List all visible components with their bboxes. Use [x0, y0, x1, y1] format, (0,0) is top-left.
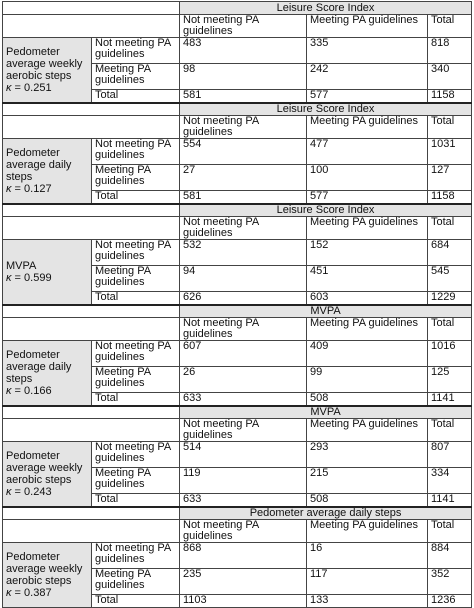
block-header-row [3, 103, 472, 116]
cell-value: 581 [180, 191, 307, 204]
measure-label-line: aerobic steps [6, 473, 72, 486]
corner-cell [3, 116, 180, 139]
cell-value: 27 [180, 165, 307, 191]
row-label-total: Total [92, 292, 180, 305]
corner-cell [3, 507, 180, 520]
cell-value: 577 [307, 90, 428, 103]
col-header-not-meeting: Not meeting PA guidelines [180, 217, 307, 240]
col-header-meeting: Meeting PA guidelines [307, 520, 428, 543]
block-header-row [3, 507, 472, 520]
col-header-not-meeting: Not meeting PA guidelines [180, 116, 307, 139]
comparison-measure-header: MVPA [180, 305, 472, 318]
row-label-meeting: Meeting PA guidelines [92, 266, 180, 292]
cell-value: 483 [180, 38, 307, 64]
cell-value: 1236 [428, 595, 472, 608]
cell-value: 545 [428, 266, 472, 292]
measure-label-line: steps [6, 372, 33, 385]
cell-value: 127 [428, 165, 472, 191]
cell-value: 125 [428, 367, 472, 393]
cell-value: 603 [307, 292, 428, 305]
corner-cell [3, 204, 180, 217]
measure-label-line: Pedometer [6, 45, 60, 58]
measure-label [3, 240, 92, 305]
cell-value: 807 [428, 442, 472, 468]
measure-label-line: average weekly [6, 57, 83, 70]
row-label-meeting: Meeting PA guidelines [92, 468, 180, 494]
cell-value: 1229 [428, 292, 472, 305]
row-label-total: Total [92, 595, 180, 608]
kappa-number: = 0.387 [11, 587, 52, 599]
col-header-total: Total [428, 15, 472, 38]
measure-label-line: aerobic steps [6, 575, 72, 587]
col-header-total: Total [428, 116, 472, 139]
cell-value: 133 [307, 595, 428, 608]
cell-value: 117 [307, 569, 428, 595]
table-row [3, 240, 472, 266]
measure-label-line: average weekly [6, 461, 83, 474]
cell-value: 633 [180, 393, 307, 406]
col-header-not-meeting: Not meeting PA guidelines [180, 520, 307, 543]
column-header-row [3, 15, 472, 38]
cell-value: 508 [307, 393, 428, 406]
col-header-meeting: Meeting PA guidelines [307, 419, 428, 442]
table-row [3, 139, 472, 165]
cell-value: 1016 [428, 341, 472, 367]
block-header-row [3, 305, 472, 318]
corner-cell [3, 406, 180, 419]
row-label-total: Total [92, 191, 180, 204]
kappa-symbol: κ [6, 384, 12, 397]
agreement-table [2, 1, 472, 608]
corner-cell [3, 520, 180, 543]
cell-value: 684 [428, 240, 472, 266]
measure-label [3, 543, 92, 608]
column-header-row [3, 318, 472, 341]
cell-value: 215 [307, 468, 428, 494]
cell-value: 98 [180, 64, 307, 90]
corner-cell [3, 419, 180, 442]
cell-value: 119 [180, 468, 307, 494]
block-header-row [3, 406, 472, 419]
cell-value: 242 [307, 64, 428, 90]
kappa-number: = 0.127 [11, 182, 52, 195]
cell-value: 409 [307, 341, 428, 367]
row-label-total: Total [92, 393, 180, 406]
cell-value: 16 [307, 543, 428, 569]
row-label-not-meeting: Not meeting PA guidelines [92, 139, 180, 165]
kappa-value [6, 272, 88, 284]
col-header-not-meeting: Not meeting PA guidelines [180, 419, 307, 442]
col-header-meeting: Meeting PA guidelines [307, 318, 428, 341]
cell-value: 152 [307, 240, 428, 266]
col-header-not-meeting: Not meeting PA guidelines [180, 318, 307, 341]
corner-cell [3, 2, 180, 15]
measure-label [3, 341, 92, 406]
col-header-total: Total [428, 217, 472, 240]
col-header-meeting: Meeting PA guidelines [307, 15, 428, 38]
table-row [3, 543, 472, 569]
cell-value: 451 [307, 266, 428, 292]
table-row [3, 341, 472, 367]
kappa-symbol: κ [6, 81, 12, 94]
block-header-row [3, 2, 472, 15]
cell-value: 100 [307, 165, 428, 191]
row-label-total: Total [92, 90, 180, 103]
measure-label [3, 38, 92, 103]
col-header-total: Total [428, 318, 472, 341]
cell-value: 554 [180, 139, 307, 165]
cell-value: 868 [180, 543, 307, 569]
row-label-not-meeting: Not meeting PA guidelines [92, 341, 180, 367]
cell-value: 532 [180, 240, 307, 266]
cell-value: 99 [307, 367, 428, 393]
row-label-not-meeting: Not meeting PA guidelines [92, 442, 180, 468]
measure-label [3, 139, 92, 204]
measure-label-line: Pedometer [6, 551, 60, 563]
col-header-not-meeting: Not meeting PA guidelines [180, 15, 307, 38]
col-header-total: Total [428, 520, 472, 543]
cell-value: 508 [307, 494, 428, 507]
comparison-measure-header: Leisure Score Index [180, 103, 472, 116]
kappa-value [6, 385, 88, 397]
cell-value: 1141 [428, 393, 472, 406]
measure-label-line: Pedometer [6, 449, 60, 462]
cell-value: 340 [428, 64, 472, 90]
column-header-row [3, 419, 472, 442]
column-header-row [3, 520, 472, 543]
comparison-measure-header: Leisure Score Index [180, 204, 472, 217]
kappa-symbol: κ [6, 587, 12, 599]
kappa-symbol: κ [6, 182, 12, 195]
kappa-symbol: κ [6, 485, 12, 498]
corner-cell [3, 318, 180, 341]
row-label-not-meeting: Not meeting PA guidelines [92, 38, 180, 64]
measure-label-line: average daily [6, 360, 72, 373]
measure-label-line: Pedometer [6, 146, 60, 159]
measure-label-line: average weekly [6, 563, 83, 575]
cell-value: 1158 [428, 191, 472, 204]
cell-value: 514 [180, 442, 307, 468]
column-header-row [3, 217, 472, 240]
kappa-number: = 0.599 [11, 271, 52, 284]
row-label-meeting: Meeting PA guidelines [92, 367, 180, 393]
col-header-meeting: Meeting PA guidelines [307, 217, 428, 240]
comparison-measure-header: MVPA [180, 406, 472, 419]
cell-value: 818 [428, 38, 472, 64]
kappa-value [6, 82, 88, 94]
kappa-symbol: κ [6, 271, 12, 284]
cell-value: 352 [428, 569, 472, 595]
measure-label-line: MVPA [6, 259, 37, 272]
corner-cell [3, 305, 180, 318]
corner-cell [3, 217, 180, 240]
kappa-value [6, 587, 88, 599]
cell-value: 335 [307, 38, 428, 64]
kappa-value [6, 183, 88, 195]
measure-label-line: aerobic steps [6, 69, 72, 82]
row-label-total: Total [92, 494, 180, 507]
comparison-measure-header: Leisure Score Index [180, 2, 472, 15]
cell-value: 1158 [428, 90, 472, 103]
column-header-row [3, 116, 472, 139]
cell-value: 1031 [428, 139, 472, 165]
kappa-number: = 0.166 [11, 384, 52, 397]
corner-cell [3, 103, 180, 116]
cell-value: 26 [180, 367, 307, 393]
cell-value: 581 [180, 90, 307, 103]
table-row [3, 442, 472, 468]
kappa-number: = 0.251 [11, 81, 52, 94]
cell-value: 633 [180, 494, 307, 507]
cell-value: 577 [307, 191, 428, 204]
block-header-row [3, 204, 472, 217]
measure-label-line: steps [6, 170, 33, 183]
cell-value: 94 [180, 266, 307, 292]
comparison-measure-header: Pedometer average daily steps [180, 507, 472, 520]
cell-value: 477 [307, 139, 428, 165]
cell-value: 884 [428, 543, 472, 569]
kappa-number: = 0.243 [11, 485, 52, 498]
row-label-meeting: Meeting PA guidelines [92, 64, 180, 90]
corner-cell [3, 15, 180, 38]
cell-value: 293 [307, 442, 428, 468]
cell-value: 334 [428, 468, 472, 494]
row-label-not-meeting: Not meeting PA guidelines [92, 240, 180, 266]
cell-value: 626 [180, 292, 307, 305]
measure-label-line: Pedometer [6, 348, 60, 361]
row-label-meeting: Meeting PA guidelines [92, 569, 180, 595]
row-label-not-meeting: Not meeting PA guidelines [92, 543, 180, 569]
row-label-meeting: Meeting PA guidelines [92, 165, 180, 191]
measure-label [3, 442, 92, 507]
table-row [3, 38, 472, 64]
col-header-total: Total [428, 419, 472, 442]
col-header-meeting: Meeting PA guidelines [307, 116, 428, 139]
kappa-value [6, 486, 88, 498]
cell-value: 607 [180, 341, 307, 367]
cell-value: 1141 [428, 494, 472, 507]
table-body [3, 2, 472, 608]
cell-value: 1103 [180, 595, 307, 608]
measure-label-line: average daily [6, 158, 72, 171]
cell-value: 235 [180, 569, 307, 595]
